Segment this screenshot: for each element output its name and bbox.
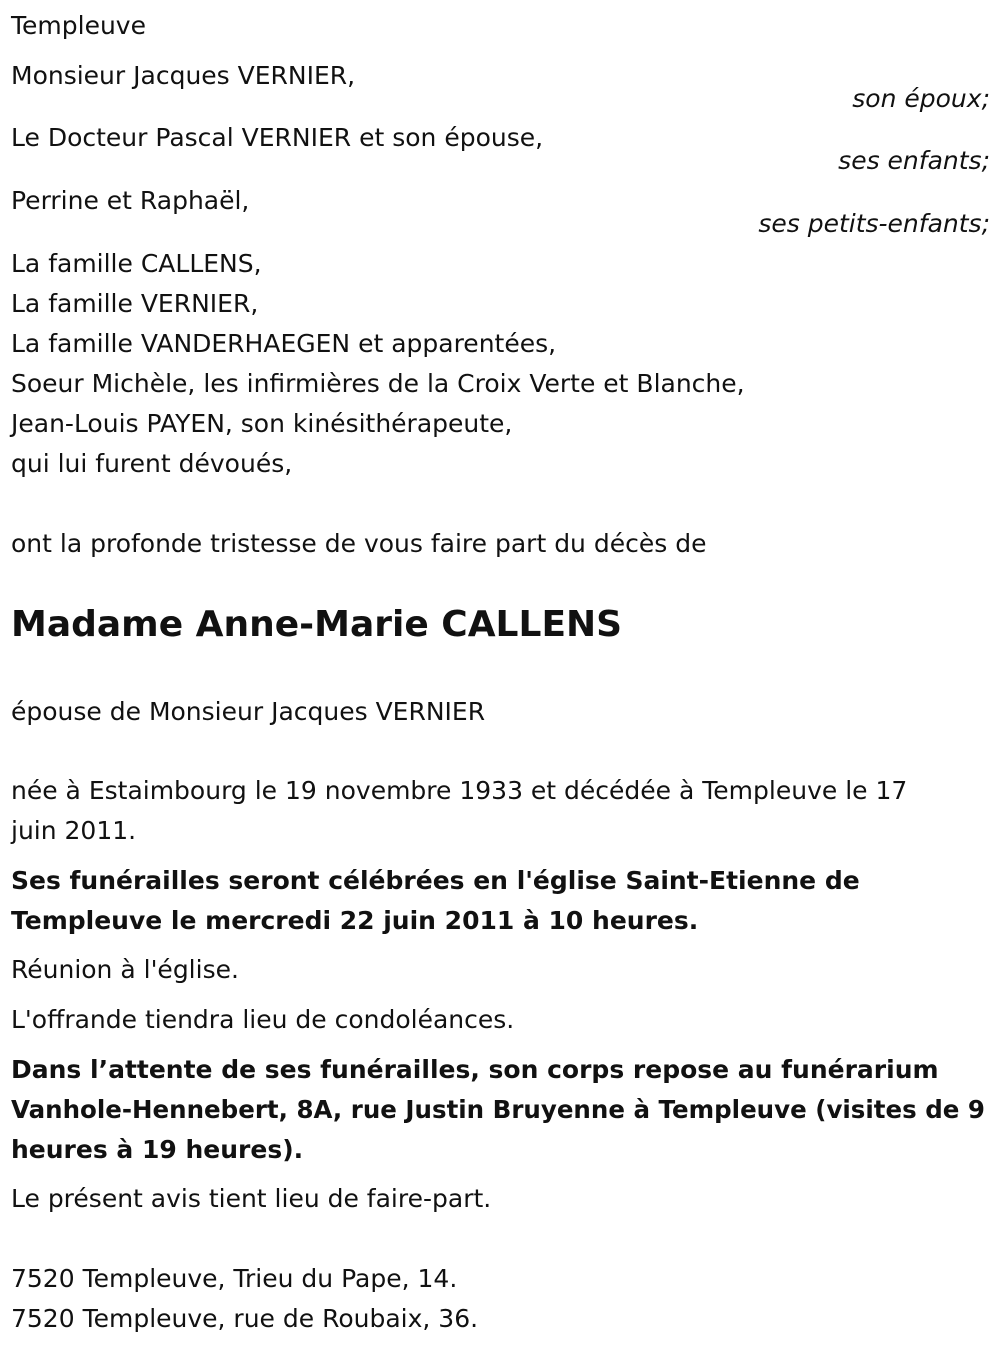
spouse-role: son époux; xyxy=(852,84,990,113)
offering-text: L'offrande tiendra lieu de condoléances. xyxy=(11,1005,515,1034)
deceased-name: Madame Anne-Marie CALLENS xyxy=(11,604,623,645)
location-heading: Templeuve xyxy=(11,11,146,40)
grandchildren-role: ses petits-enfants; xyxy=(758,209,990,238)
funerarium-line: heures à 19 heures). xyxy=(11,1135,304,1164)
family-line: La famille CALLENS, xyxy=(11,249,262,278)
spouse-of-text: épouse de Monsieur Jacques VERNIER xyxy=(11,697,486,726)
spouse-name: Monsieur Jacques VERNIER, xyxy=(11,61,356,90)
children-names: Le Docteur Pascal VERNIER et son épouse, xyxy=(11,123,544,152)
birth-death-line: née à Estaimbourg le 19 novembre 1933 et décédée à Templeuve le 17 xyxy=(11,776,908,805)
notice-text: Le présent avis tient lieu de faire-part. xyxy=(11,1184,492,1213)
address-line: 7520 Templeuve, Trieu du Pape, 14. xyxy=(11,1264,458,1293)
address-line: 7520 Templeuve, rue de Roubaix, 36. xyxy=(11,1304,479,1333)
funeral-line: Templeuve le mercredi 22 juin 2011 à 10 heures. xyxy=(11,906,699,935)
children-role: ses enfants; xyxy=(838,146,990,175)
family-line: La famille VANDERHAEGEN et apparentées, xyxy=(11,329,557,358)
reunion-text: Réunion à l'église. xyxy=(11,955,239,984)
grandchildren-names: Perrine et Raphaël, xyxy=(11,186,250,215)
family-line: Soeur Michèle, les infirmières de la Croix Verte et Blanche, xyxy=(11,369,745,398)
birth-death-line: juin 2011. xyxy=(11,816,137,845)
family-line: La famille VERNIER, xyxy=(11,289,259,318)
family-line: Jean-Louis PAYEN, son kinésithérapeute, xyxy=(11,409,513,438)
funeral-line: Ses funérailles seront célébrées en l'église Saint-Etienne de xyxy=(11,866,860,895)
funerarium-line: Vanhole-Hennebert, 8A, rue Justin Bruyenne à Templeuve (visites de 9 xyxy=(11,1095,985,1124)
announcement-text: ont la profonde tristesse de vous faire part du décès de xyxy=(11,529,707,558)
family-line: qui lui furent dévoués, xyxy=(11,449,293,478)
funerarium-line: Dans l’attente de ses funérailles, son corps repose au funérarium xyxy=(11,1055,939,1084)
